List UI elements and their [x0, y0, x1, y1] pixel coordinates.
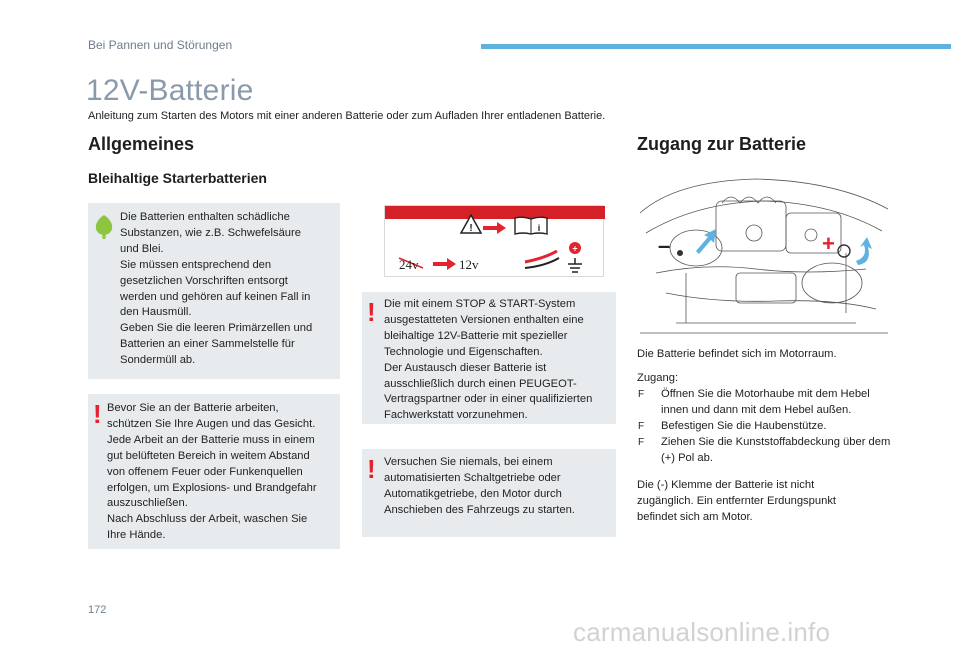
eco-line: und Blei. [120, 242, 164, 255]
eco-leaf-icon [93, 214, 115, 240]
access-step-text: Befestigen Sie die Haubenstütze. [661, 419, 827, 432]
warning-line: Bevor Sie an der Batterie arbeiten, [107, 402, 279, 414]
warning-exclamation-icon: ! [93, 399, 102, 429]
warning-line: schützen Sie Ihre Augen und das Gesicht. [107, 417, 316, 430]
note-line: befindet sich am Motor. [637, 510, 753, 523]
label-12v: 12v [459, 257, 479, 272]
ground-point-note [637, 478, 836, 526]
eco-line: den Hausmüll. [120, 306, 192, 319]
warning-line: Ihre Hände. [107, 529, 166, 542]
warning-box-safety [88, 394, 340, 549]
engine-bay-illustration [636, 173, 892, 341]
battery-warning-illustration [384, 205, 604, 277]
warning-box-stop-start [362, 292, 616, 424]
access-step [637, 419, 897, 435]
bullet-icon: F [638, 420, 645, 432]
stopstart-line: Der Austausch dieser Batterie ist [384, 361, 547, 374]
intro-text: Anleitung zum Starten des Motors mit einer anderen Batterie oder zum Aufladen Ihrer entladenen Batterie. [88, 110, 606, 122]
eco-line: Die Batterien enthalten schädliche [120, 211, 290, 223]
stopstart-line: bleihaltige 12V-Batterie mit spezieller [384, 329, 568, 342]
warning-exclamation-icon: ! [367, 454, 376, 484]
access-step-text: Öffnen Sie die Motorhaube mit dem Hebel innen und dann mit dem Hebel außen. [661, 388, 870, 416]
eco-line: Substanzen, wie z.B. Schwefelsäure [120, 226, 301, 239]
battery-location-caption: Die Batterie befindet sich im Motorraum. [637, 348, 837, 360]
stopstart-line: ausgestatteten Versionen enthalten eine [384, 313, 584, 326]
svg-text:!: ! [469, 223, 473, 234]
automatic-line: Versuchen Sie niemals, bei einem [384, 456, 553, 468]
access-steps [637, 387, 897, 467]
section-accent-bar [481, 44, 951, 49]
plus-terminal-label: + [822, 231, 835, 256]
eco-line: Geben Sie die leeren Primärzellen und [120, 322, 313, 335]
stopstart-line: Technologie und Eigenschaften. [384, 345, 543, 358]
warning-line: gut belüfteten Bereich in weitem Abstand [107, 449, 310, 462]
access-label: Zugang: [637, 372, 679, 384]
access-step [637, 387, 897, 419]
heading-general: Allgemeines [88, 134, 195, 154]
eco-line: Sondermüll ab. [120, 354, 196, 367]
automatic-line: automatisierten Schaltgetriebe oder [384, 471, 561, 484]
engine-bay-drawing [636, 173, 892, 341]
automatic-line: Anschieben des Fahrzeugs zu starten. [384, 503, 575, 516]
warning-line: Nach Abschluss der Arbeit, waschen Sie [107, 513, 308, 526]
page-number: 172 [88, 604, 107, 616]
label-24v: 24v [399, 257, 419, 272]
bullet-icon: F [638, 389, 645, 400]
section-title: Bei Pannen und Störungen [88, 38, 233, 52]
stopstart-line: Die mit einem STOP & START-System [384, 298, 576, 310]
automatic-line: Automatikgetriebe, den Motor durch [384, 487, 562, 500]
warning-line: Jede Arbeit an der Batterie muss in einem [107, 433, 315, 446]
eco-info-box [88, 203, 340, 379]
svg-text:+: + [572, 243, 578, 254]
warning-line: erfolgen, um Explosions- und Brandgefahr [107, 481, 317, 494]
access-step [637, 435, 897, 467]
stopstart-line: ausschließlich durch einen PEUGEOT- [384, 377, 577, 390]
svg-text:i: i [537, 223, 541, 233]
bullet-icon: F [638, 436, 645, 448]
note-line: zugänglich. Ein entfernter Erdungspunkt [637, 494, 837, 507]
heading-lead-batteries: Bleihaltige Starterbatterien [88, 170, 267, 186]
eco-line: werden und gehören auf keinen Fall in [120, 290, 311, 303]
stopstart-line: Fachwerkstatt vorzunehmen. [384, 409, 528, 422]
page-title: 12V-Batterie [86, 74, 254, 107]
eco-line: Batterien an einer Sammelstelle für [120, 338, 295, 351]
eco-line: gesetzlichen Vorschriften entsorgt [120, 274, 288, 287]
warning-line: auszuschließen. [107, 497, 188, 510]
watermark: carmanualsonline.info [573, 617, 831, 647]
warning-exclamation-icon: ! [367, 297, 376, 327]
stopstart-line: Vertragspartner oder in einer qualifizierten [384, 393, 593, 406]
access-step-text: Ziehen Sie die Kunststoffabdeckung über dem (+) Pol ab. [661, 435, 891, 464]
note-line: Die (-) Klemme der Batterie ist nicht [637, 479, 815, 491]
minus-terminal-label: – [658, 233, 671, 258]
warning-box-push-start [362, 449, 616, 537]
warning-line: von offenem Feuer oder Funkenquellen [107, 465, 303, 478]
heading-battery-access: Zugang zur Batterie [637, 134, 807, 154]
eco-line: Sie müssen entsprechend den [120, 258, 272, 271]
